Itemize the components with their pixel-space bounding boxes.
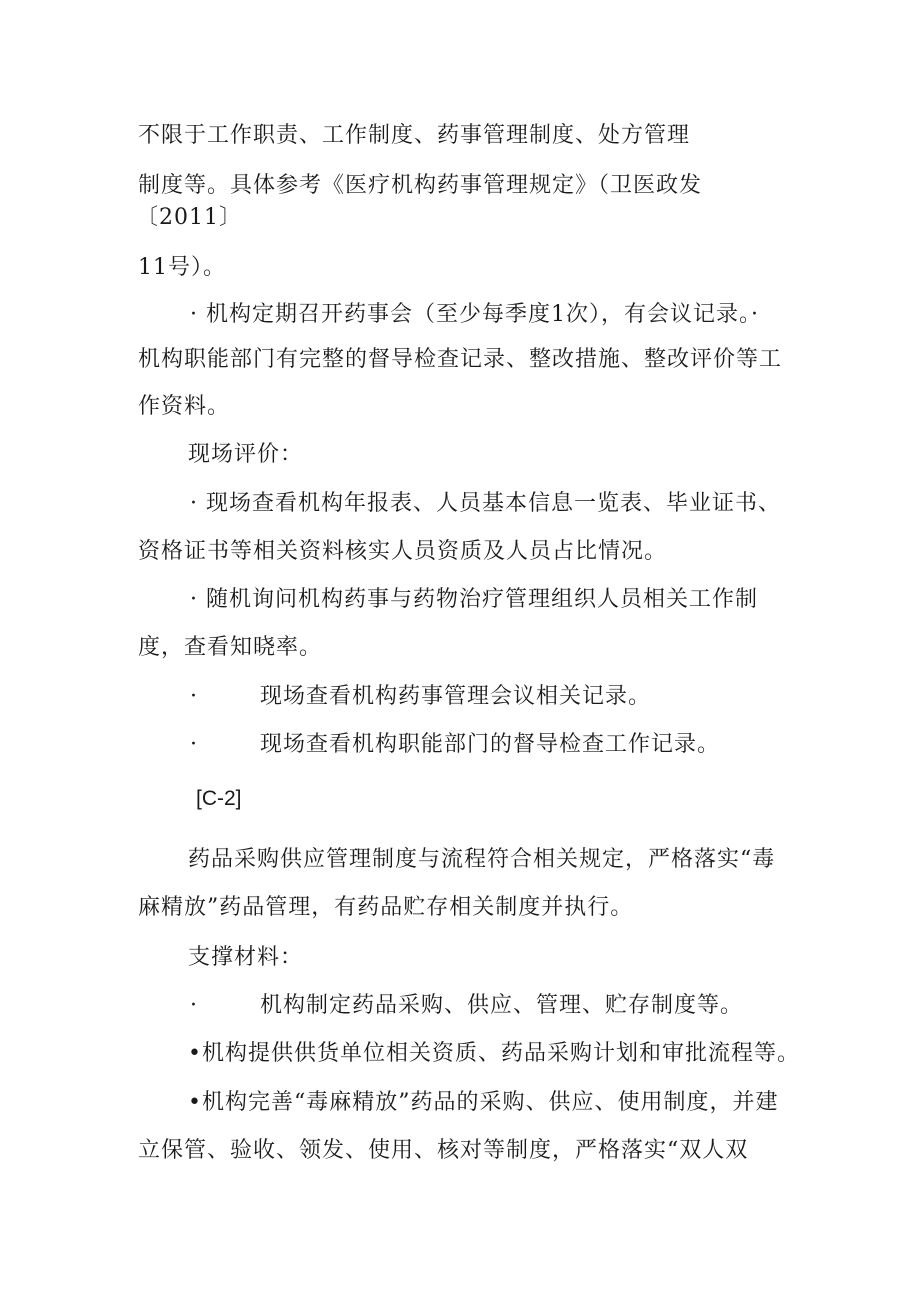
text-line: 不限于工作职责、工作制度、药事管理制度、处方管理 [138,123,691,148]
text-line: 资格证书等相关资料核实人员资质及人员占比情况。 [138,539,668,564]
text-line: 度，查看知晓率。 [138,635,323,660]
text-line: 作资料。 [138,394,231,419]
text-line: 11号）。 [138,255,226,280]
bullet-text: 现场查看机构职能部门的督导检查工作记录。 [260,732,721,757]
bullet-line: · 机构定期召开药事会（至少每季度1次），有会议记录。· [190,302,759,327]
bullet-marker: · [190,684,198,709]
text-line: 麻精放”药品管理，有药品贮存相关制度并执行。 [138,895,634,920]
bullet-line: · 现场查看机构年报表、人员基本信息一览表、毕业证书、 [190,491,781,516]
bullet-marker: · [190,993,198,1018]
bullet-text: 机构制定药品采购、供应、管理、贮存制度等。 [260,993,744,1018]
text-line: 机构职能部门有完整的督导检查记录、整改措施、整改评价等工 [138,347,783,372]
text-line: 药品采购供应管理制度与流程符合相关规定，严格落实“毒 [188,847,776,872]
bullet-line: · 随机询问机构药事与药物治疗管理组织人员相关工作制 [190,587,758,612]
text-line: 制度等。具体参考《医疗机构药事管理规定》（卫医政发 [138,173,703,198]
bullet-line: •机构完善“毒麻精放”药品的采购、供应、使用制度，并建 [188,1090,779,1115]
bullet-marker: · [190,732,198,757]
bullet-line: •机构提供供货单位相关资质、药品采购计划和审批流程等。 [188,1041,800,1066]
section-heading: 支撑材料： [188,945,304,970]
bullet-text: 现场查看机构药事管理会议相关记录。 [260,684,652,709]
text-line: 〔2011〕 [136,205,242,230]
section-heading: 现场评价： [188,442,304,467]
text-line: 立保管、验收、领发、使用、核对等制度，严格落实“双人双 [138,1138,749,1163]
clause-number: [C-2] [196,787,242,810]
